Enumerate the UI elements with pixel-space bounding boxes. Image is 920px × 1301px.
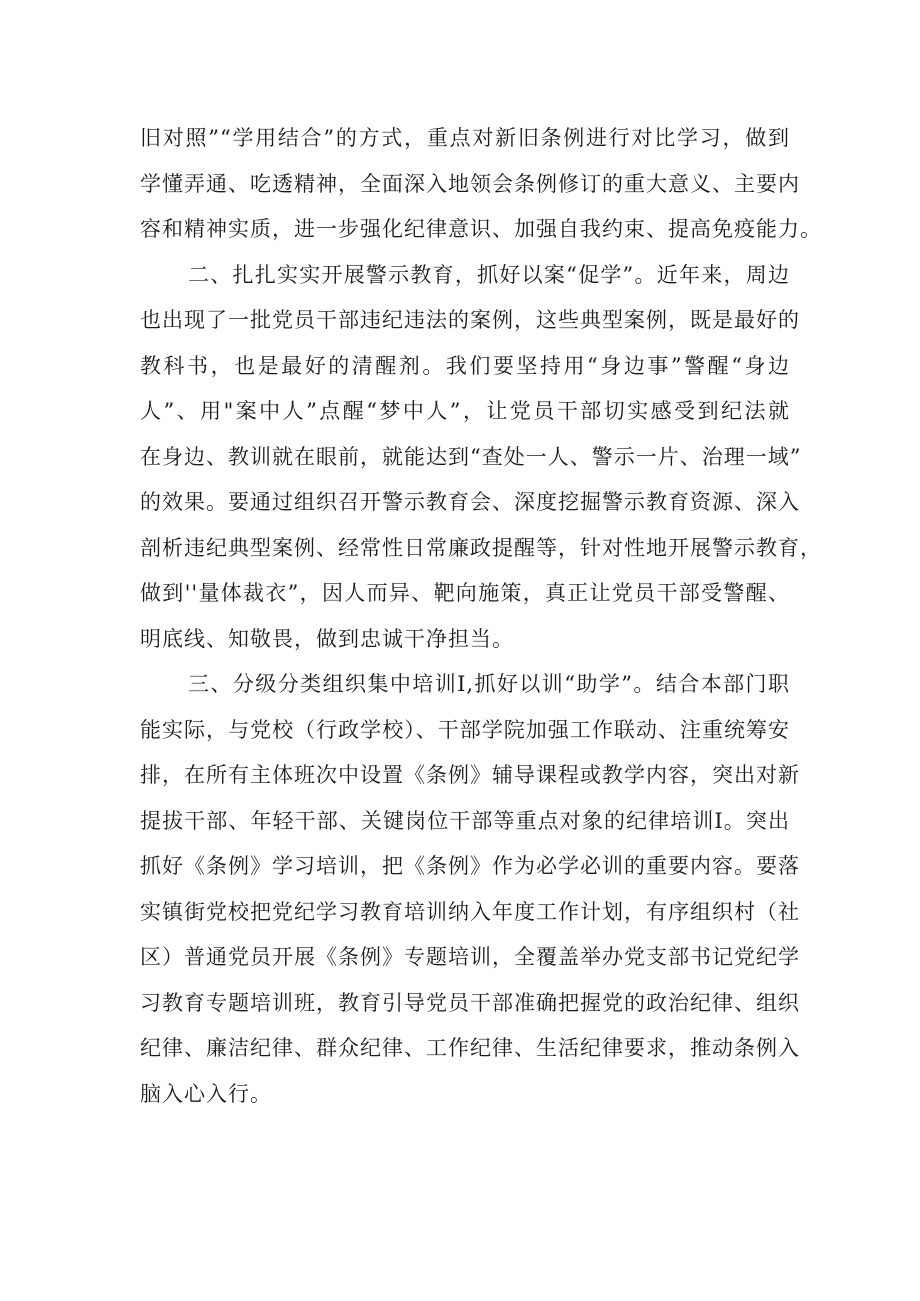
paragraph-line: 也出现了一批党员干部违纪违法的案例，这些典型案例，既是最好的 (140, 308, 800, 332)
paragraph-line: 人”、用"案中人”点醒“梦中人”，让党员干部切实感受到纪法就 (140, 399, 790, 423)
document-body (140, 116, 822, 1117)
paragraph-line: 提拔干部、年轻干部、关键岗位干部等重点对象的纪律培训I。突出 (140, 808, 790, 833)
paragraph-line: 教科书，也是最好的清醒剂。我们要坚持用“身边事”警醒“身边 (140, 353, 790, 378)
paragraph-line: 纪律、廉洁纪律、群众纪律、工作纪律、生活纪律要求，推动条例入 (140, 1036, 800, 1060)
paragraph-line: 旧对照”“学用结合”的方式，重点对新旧条例进行对比学习，做到 (140, 126, 790, 150)
paragraph-line: 脑入心入行。 (140, 1081, 272, 1106)
paragraph-line: 排，在所有主体班次中设置《条例》辅导课程或教学内容，突出对新 (140, 763, 800, 787)
paragraph-line: 能实际，与党校（行政学校）、干部学院加强工作联动、注重统筹安 (140, 717, 790, 742)
paragraph-2 (140, 253, 822, 663)
paragraph-line: 习教育专题培训班，教育引导党员干部准确把握党的政治纪律、组织 (140, 990, 800, 1015)
paragraph-3 (140, 662, 800, 1117)
paragraph-line: 抓好《条例》学习培训，把《条例》作为必学必训的重要内容。要落 (140, 854, 800, 878)
paragraph-line: 学懂弄通、吃透精神，全面深入地领会条例修订的重大意义、主要内 (140, 171, 800, 196)
paragraph-line: 区）普通党员开展《条例》专题培训，全覆盖举办党支部书记党纪学 (140, 945, 800, 969)
paragraph-line: 剖析违纪典型案例、经常性日常廉政提醒等，针对性地开展警示教育， (140, 535, 822, 560)
paragraph-line: 三、分级分类组织集中培训I,抓好以训“助学”。结合本部门职 (188, 672, 790, 696)
paragraph-line: 容和精神实质，进一步强化纪律意识、加强自我约束、提高免疫能力。 (140, 217, 822, 241)
paragraph-1 (140, 116, 822, 253)
paragraph-line: 在身边、教训就在眼前，就能达到“查处一人、警示一片、治理一域” (140, 444, 802, 469)
paragraph-line: 明底线、知敬畏，做到忠诚干净担当。 (140, 626, 514, 651)
paragraph-line: 实镇街党校把党纪学习教育培训纳入年度工作计划，有序组织村（社 (140, 899, 800, 924)
paragraph-line: 的效果。要通过组织召开警示教育会、深度挖掘警示教育资源、深入 (140, 490, 800, 514)
paragraph-line: 二、扎扎实实开展警示教育，抓好以案“促学”。近年来，周边 (188, 262, 790, 287)
paragraph-line: 做到''量体裁衣”，因人而异、靶向施策，真正让党员干部受警醒、 (140, 581, 790, 605)
